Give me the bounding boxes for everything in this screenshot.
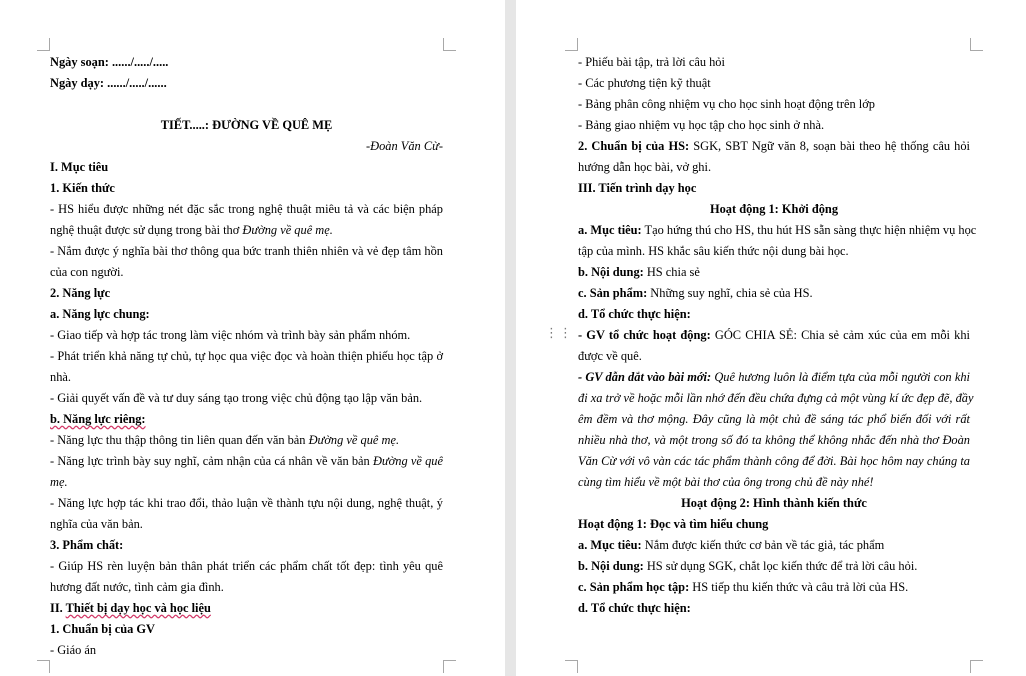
bold-label: c. Sản phẩm: [578, 286, 648, 300]
document-page-left [0, 0, 505, 676]
subsection-heading: 2. Năng lực [50, 286, 111, 300]
body-line: của con người. [50, 265, 124, 279]
body-text: nghệ thuật được sử dụng trong bài thơ [50, 223, 243, 237]
body-text: - Năng lực thu thập thông tin liên quan đến văn bản [50, 433, 309, 447]
body-line [50, 451, 443, 472]
body-line: đi xa trở về hoặc mỗi lần nhớ đến đều chứa đựng cả một vùng kí ức đẹp đẽ, đầy [578, 391, 974, 405]
bold-label: b. Nội dung: [578, 559, 644, 573]
body-line: tập của mình. HS khắc sâu kiến thức nội dung bài học. [578, 244, 849, 258]
body-line [578, 136, 970, 157]
document-page-right [516, 0, 1026, 676]
body-line: - Giáo án [50, 643, 97, 657]
body-text: HS chia sẻ [643, 265, 700, 279]
subsection-heading: Hoạt động 1: Đọc và tìm hiểu chung [578, 517, 769, 531]
body-line [578, 577, 970, 598]
body-line: - Giao tiếp và hợp tác trong làm việc nhóm và trình bày sản phẩm nhóm. [50, 328, 411, 342]
body-line: - HS hiểu được những nét đặc sắc trong nghệ thuật miêu tả và các biện pháp [50, 202, 443, 216]
drag-handle-icon[interactable]: ⋮⋮ [545, 326, 573, 341]
body-text: SGK, SBT Ngữ văn 8, soạn bài theo hệ thống câu hỏi [689, 139, 970, 153]
body-line: Văn Cừ với vô vàn các tác phẩm thành công để đời. Bài học hôm nay chúng ta [578, 454, 970, 468]
lesson-title: TIẾT.....: ĐƯỜNG VỀ QUÊ MẸ [160, 118, 333, 132]
body-line: cùng tìm hiểu về một bài thơ của ông trong chủ đề này nhé! [578, 475, 874, 489]
page-text-body[interactable] [50, 52, 443, 661]
margin-corner-mark [970, 38, 983, 51]
teaching-date: Ngày dạy: ....../...../...... [50, 76, 167, 90]
body-line [50, 220, 443, 241]
margin-corner-mark [565, 660, 578, 673]
body-text: Quê hương luôn là điểm tựa của mỗi người con khi [711, 370, 970, 384]
bold-label: b. Nội dung: [578, 265, 644, 279]
body-text: HS tiếp thu kiến thức và câu trả lời của HS. [689, 580, 909, 594]
body-text: Nắm được kiến thức cơ bản về tác giả, tác phẩm [641, 538, 885, 552]
margin-corner-mark [37, 660, 50, 673]
activity-heading: Hoạt động 1: Khởi động [709, 202, 839, 216]
body-line: - Phát triển khả năng tự chủ, tự học qua việc đọc và hoàn thiện phiếu học tập ở [50, 349, 443, 363]
author-name: -Đoàn Văn Cừ- [366, 139, 443, 153]
body-line [578, 367, 970, 388]
body-line: - Nắm được ý nghĩa bài thơ thông qua bức tranh thiên nhiên và vẻ đẹp tâm hồn [50, 244, 443, 258]
section-heading: III. Tiến trình dạy học [578, 181, 697, 195]
body-line: hương đất nước, tình cảm gia đình. [50, 580, 224, 594]
body-line: hướng dẫn học bài, vở ghi. [578, 160, 712, 174]
body-line [578, 556, 970, 577]
bold-label: a. Mục tiêu: [578, 538, 642, 552]
bold-label: c. Sản phẩm học tập: [578, 580, 690, 594]
page-text-body[interactable] [578, 52, 977, 619]
body-line: - Năng lực hợp tác khi trao đổi, thảo luận về thành tựu nội dung, nghệ thuật, ý [50, 496, 443, 510]
section-heading: I. Mục tiêu [50, 160, 109, 174]
subsection-heading: 1. Kiến thức [50, 181, 115, 195]
bold-label: 2. Chuẩn bị của HS: [578, 139, 690, 153]
section-heading [50, 598, 443, 619]
subsection-heading: d. Tổ chức thực hiện: [578, 307, 691, 321]
subsection-heading: a. Năng lực chung: [50, 307, 150, 321]
body-line: - Bảng giao nhiệm vụ học tập cho học sinh ở nhà. [578, 118, 825, 132]
work-title-italic: Đường về quê mẹ. [242, 223, 333, 237]
body-line: - Bảng phân công nhiệm vụ cho học sinh hoạt động trên lớp [578, 97, 875, 111]
body-text: HS sử dụng SGK, chắt lọc kiến thức để trả lời câu hỏi. [643, 559, 918, 573]
activity-heading: Hoạt động 2: Hình thành kiến thức [681, 496, 867, 510]
bold-label: - GV tổ chức hoạt động: [578, 328, 711, 342]
subsection-heading: 3. Phẩm chất: [50, 538, 124, 552]
margin-corner-mark [970, 660, 983, 673]
page-gap [505, 0, 516, 676]
work-title-italic: Đường về quê mẹ. [308, 433, 400, 447]
body-line [578, 283, 970, 304]
body-line [578, 262, 970, 283]
spellcheck-underlined-text: Thiết bị dạy học và học liệu [65, 601, 211, 615]
body-text: GÓC CHIA SẺ: Chia sẻ cảm xúc của em mỗi khi [710, 328, 970, 342]
margin-corner-mark [565, 38, 578, 51]
body-line: nghĩa của văn bản. [50, 517, 143, 531]
body-line [50, 430, 443, 451]
work-title-italic: Đường về quê [372, 454, 443, 468]
margin-corner-mark [443, 38, 456, 51]
body-line [578, 535, 970, 556]
bold-label: - GV dẫn dắt vào bài mới: [578, 370, 712, 384]
body-line: - Các phương tiện kỹ thuật [578, 76, 711, 90]
body-line: mẹ. [50, 475, 68, 489]
heading-number: II. [50, 601, 66, 615]
margin-corner-mark [443, 660, 456, 673]
body-line: nhà. [50, 370, 71, 384]
subsection-heading: d. Tổ chức thực hiện: [578, 601, 691, 615]
blank-line [50, 94, 443, 115]
body-line [578, 220, 977, 241]
bold-label: a. Mục tiêu: [578, 223, 642, 237]
margin-corner-mark [37, 38, 50, 51]
body-text: - Năng lực trình bày suy nghĩ, cảm nhận của cá nhân về văn bản [50, 454, 373, 468]
spellcheck-underlined-text: b. Năng lực riêng: [50, 412, 146, 426]
subsection-heading: 1. Chuẩn bị của GV [50, 622, 156, 636]
body-line: êm đềm và thơ mộng. Đây cũng là một chủ đề sáng tác phổ biến đối với rất [578, 412, 970, 426]
body-line [578, 325, 970, 346]
body-text: Tạo hứng thú cho HS, thu hút HS sẵn sàng thực hiện nhiệm vụ học [641, 223, 977, 237]
body-line: - Phiếu bài tập, trả lời câu hỏi [578, 55, 725, 69]
body-text: Những suy nghĩ, chia sẻ của HS. [647, 286, 813, 300]
preparation-date: Ngày soạn: ....../...../..... [50, 55, 169, 69]
subsection-heading [50, 409, 443, 430]
body-line: nhiều nhà thơ, và một trong số đó ta không thể không nhắc đến nhà thơ Đoàn [578, 433, 970, 447]
body-line: được về quê. [578, 349, 642, 363]
body-line: - Giải quyết vấn đề và tư duy sáng tạo trong việc chủ động tạo lập văn bản. [50, 391, 423, 405]
body-line: - Giúp HS rèn luyện bản thân phát triển các phẩm chất tốt đẹp: tình yêu quê [50, 559, 443, 573]
